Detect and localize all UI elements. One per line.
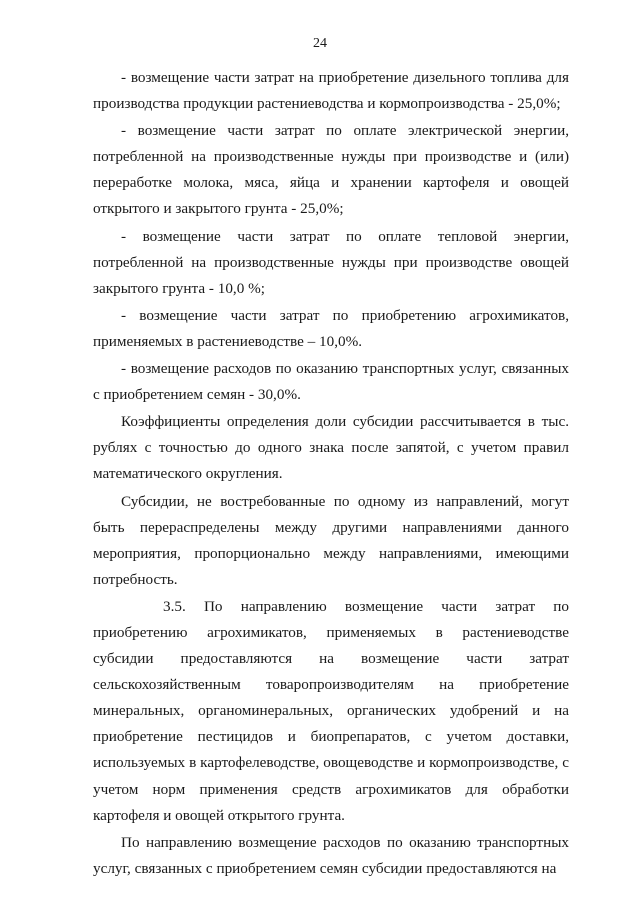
paragraph-redistribution: Субсидии, не востребованные по одному из направлений, могут быть перераспределены между другими направлениями данного мероприятия, пропорционально между направлениями, имеющими потребность. [93,492,569,588]
page-number: 24 [313,36,327,51]
paragraph-thermal-energy: - возмещение части затрат по оплате тепловой энергии, потребленной на производственные нужды при производстве овощей закрытого грунта - 10,0 %; [93,227,569,297]
paragraph-agrochemicals: - возмещение части затрат по приобретению агрохимикатов, применяемых в растениеводстве – 10,0%. [93,306,569,350]
document-body [93,65,569,883]
paragraph-electric-energy: - возмещение части затрат по оплате электрической энергии, потребленной на производственные нужды при производстве и (или) переработке молока, мяса, яйца и хранении картофеля и овощей открытого и закрытого грунта - 25,0%; [93,122,569,218]
paragraph-transport-direction: По направлению возмещение расходов по оказанию транспортных услуг, связанных с приобретением семян субсидии предоставляются на [93,833,569,877]
paragraph-transport-services: - возмещение расходов по оказанию транспортных услуг, связанных с приобретением семян - 30,0%. [93,360,569,404]
paragraph-coefficients: Коэффициенты определения доли субсидии рассчитывается в тыс. рублях с точностью до одного знака после запятой, с учетом правил математического округления. [93,413,569,483]
paragraph-section-3-5: 3.5. По направлению возмещение части затрат по приобретению агрохимикатов, применяемых в растениеводстве субсидии предоставляются на возмещение части затрат сельскохозяйственным товаропроизводителям на приобретение минеральных, органоминеральных, органических удобрений и на приобретение пестицидов и биопрепаратов, с учетом доставки, используемых в картофелеводстве, овощеводстве и кормопроизводстве, с учетом норм применения средств агрохимикатов для обработки картофеля и овощей открытого грунта. [93,597,569,824]
paragraph-diesel-fuel: - возмещение части затрат на приобретение дизельного топлива для производства продукции растениеводства и кормопроизводства - 25,0%; [93,69,569,113]
